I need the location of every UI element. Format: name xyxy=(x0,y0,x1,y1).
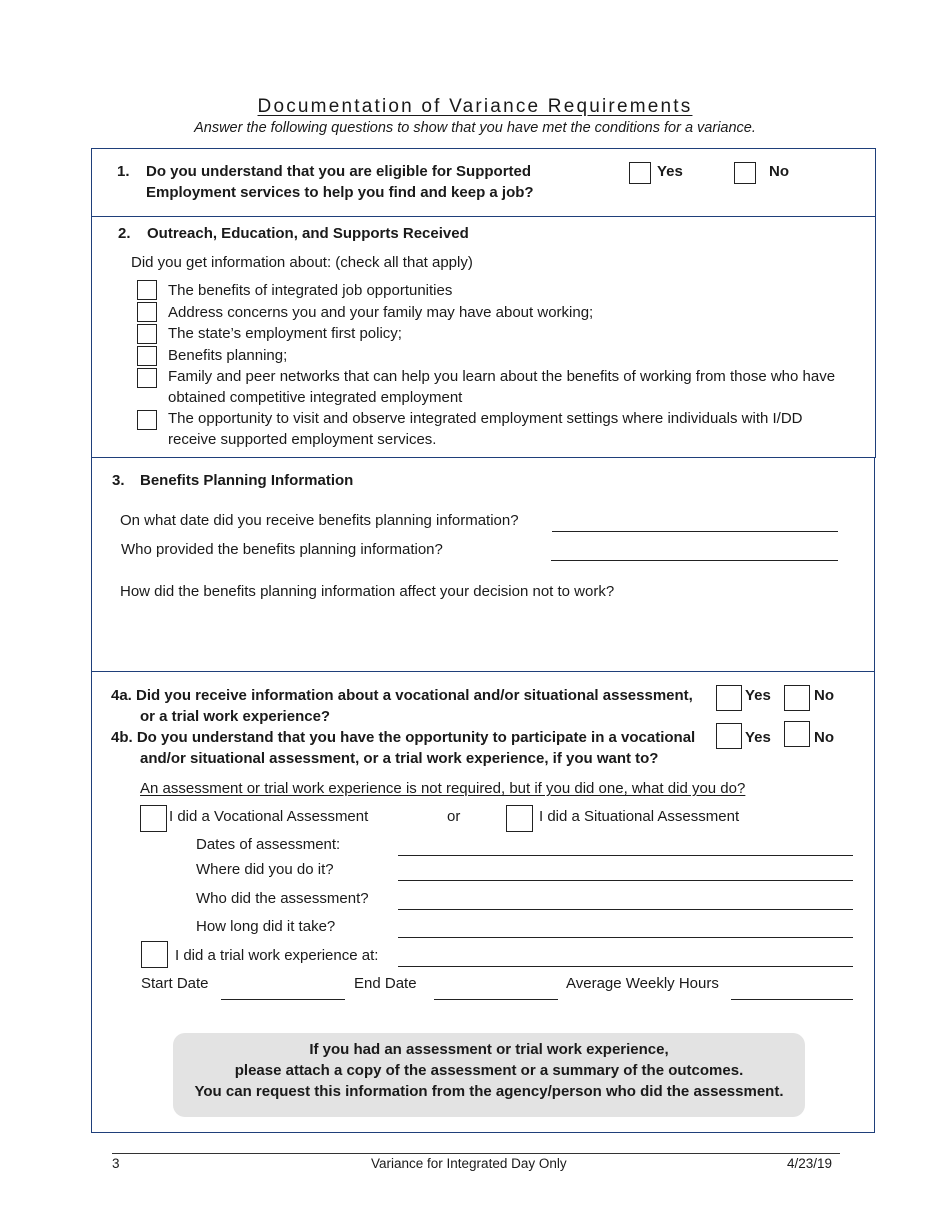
q4a-yes-checkbox[interactable] xyxy=(716,685,742,711)
q3-number: 3. xyxy=(112,472,125,489)
who-field[interactable] xyxy=(398,909,853,910)
q3-date-question: On what date did you receive benefits planning information? xyxy=(120,512,519,529)
q2-item-1-checkbox[interactable] xyxy=(137,280,157,300)
q4a-no-checkbox[interactable] xyxy=(784,685,810,711)
q4b-yes-label: Yes xyxy=(745,729,771,746)
footer-title: Variance for Integrated Day Only xyxy=(371,1156,567,1171)
q2-heading: Outreach, Education, and Supports Received xyxy=(147,225,469,242)
q2-item-6-label-line1: The opportunity to visit and observe integrated employment settings where individuals with I/DD xyxy=(168,410,803,427)
q1-no-label: No xyxy=(769,163,789,180)
q2-item-4-label: Benefits planning; xyxy=(168,347,288,364)
end-date-field[interactable] xyxy=(434,999,558,1000)
q4b-yes-checkbox[interactable] xyxy=(716,723,742,749)
q4a-yes-label: Yes xyxy=(745,687,771,704)
start-date-field[interactable] xyxy=(221,999,345,1000)
trial-work-checkbox[interactable] xyxy=(141,941,168,968)
trial-work-label: I did a trial work experience at: xyxy=(175,947,379,964)
how-long-field[interactable] xyxy=(398,937,853,938)
q2-item-5-label-line2: obtained competitive integrated employment xyxy=(168,389,463,406)
q4a-no-label: No xyxy=(814,687,834,704)
dates-of-assessment-field[interactable] xyxy=(398,855,853,856)
end-date-label: End Date xyxy=(354,975,417,992)
q3-date-field[interactable] xyxy=(552,531,838,532)
divider-q1-q2 xyxy=(91,216,876,217)
q2-item-2-checkbox[interactable] xyxy=(137,302,157,322)
footer-divider xyxy=(112,1153,840,1154)
q2-item-2-label: Address concerns you and your family may have about working; xyxy=(168,304,594,321)
average-weekly-hours-label: Average Weekly Hours xyxy=(566,975,719,992)
q3-heading: Benefits Planning Information xyxy=(140,472,354,489)
situational-assessment-label: I did a Situational Assessment xyxy=(539,808,740,825)
footer-date: 4/23/19 xyxy=(787,1156,833,1171)
q2-item-1-label: The benefits of integrated job opportunities xyxy=(168,282,453,299)
q2-prompt: Did you get information about: (check all that apply) xyxy=(131,254,473,271)
start-date-label: Start Date xyxy=(141,975,209,992)
or-label: or xyxy=(447,808,461,825)
footer-page-number: 3 xyxy=(112,1156,120,1171)
q2-number: 2. xyxy=(118,225,131,242)
q4a-text-line1: 4a. Did you receive information about a vocational and/or situational assessment, xyxy=(111,687,693,704)
vocational-assessment-checkbox[interactable] xyxy=(140,805,167,832)
where-label: Where did you do it? xyxy=(196,861,334,878)
q3-who-field[interactable] xyxy=(551,560,838,561)
trial-work-field[interactable] xyxy=(398,966,853,967)
average-weekly-hours-field[interactable] xyxy=(731,999,853,1000)
who-label: Who did the assessment? xyxy=(196,890,369,907)
vocational-assessment-label: I did a Vocational Assessment xyxy=(169,808,369,825)
situational-assessment-checkbox[interactable] xyxy=(506,805,533,832)
q2-item-6-label-line2: receive supported employment services. xyxy=(168,431,437,448)
q2-item-3-label: The state’s employment first policy; xyxy=(168,325,402,342)
notice-line-3: You can request this information from the agency/person who did the assessment. xyxy=(194,1083,784,1100)
q4b-text-line1: 4b. Do you understand that you have the opportunity to participate in a vocational xyxy=(111,729,696,746)
q2-item-5-label-line1: Family and peer networks that can help you learn about the benefits of working from those who have xyxy=(168,368,836,385)
q1-yes-checkbox[interactable] xyxy=(629,162,651,184)
q3-who-question: Who provided the benefits planning information? xyxy=(121,541,443,558)
q3-affect-question: How did the benefits planning information affect your decision not to work? xyxy=(120,583,615,600)
page-subtitle: Answer the following questions to show that you have met the conditions for a variance. xyxy=(194,120,756,136)
q4-assessment-note: An assessment or trial work experience is not required, but if you did one, what did you do? xyxy=(140,780,746,797)
q4a-text-line2: or a trial work experience? xyxy=(140,708,331,725)
q2-item-6-checkbox[interactable] xyxy=(137,410,157,430)
how-long-label: How long did it take? xyxy=(196,918,336,935)
notice-line-1: If you had an assessment or trial work experience, xyxy=(309,1041,669,1058)
q1-text-line2: Employment services to help you find and keep a job? xyxy=(146,184,534,201)
notice-line-2: please attach a copy of the assessment or a summary of the outcomes. xyxy=(234,1062,744,1079)
q4b-text-line2: and/or situational assessment, or a trial work experience, if you want to? xyxy=(140,750,659,767)
q2-item-4-checkbox[interactable] xyxy=(137,346,157,366)
q1-text-line1: Do you understand that you are eligible for Supported xyxy=(146,163,532,180)
q1-number: 1. xyxy=(117,163,130,180)
q2-item-5-checkbox[interactable] xyxy=(137,368,157,388)
divider-q3-q4 xyxy=(91,671,875,672)
attachment-notice xyxy=(173,1033,805,1117)
q4b-no-checkbox[interactable] xyxy=(784,721,810,747)
page-title: Documentation of Variance Requirements xyxy=(257,96,693,117)
q4b-no-label: No xyxy=(814,729,834,746)
dates-of-assessment-label: Dates of assessment: xyxy=(196,836,341,853)
q2-item-3-checkbox[interactable] xyxy=(137,324,157,344)
where-field[interactable] xyxy=(398,880,853,881)
q1-no-checkbox[interactable] xyxy=(734,162,756,184)
q1-yes-label: Yes xyxy=(657,163,683,180)
